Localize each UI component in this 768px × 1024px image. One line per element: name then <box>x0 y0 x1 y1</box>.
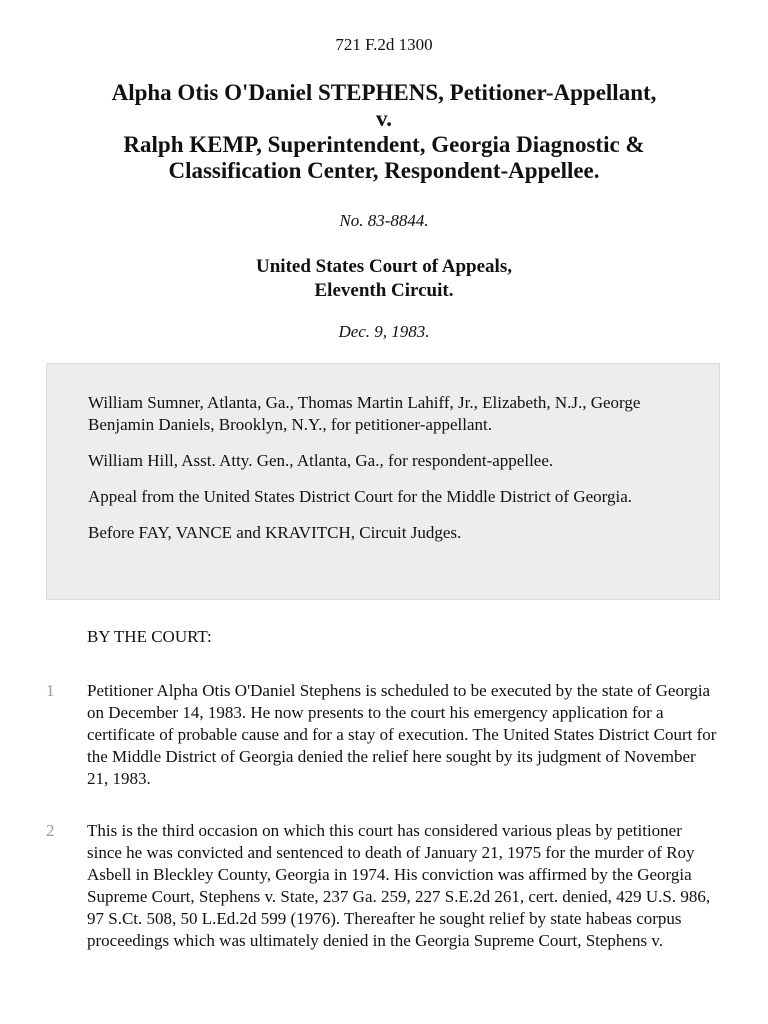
case-title-line: Alpha Otis O'Daniel STEPHENS, Petitioner-Appellant, <box>111 80 657 105</box>
decision-date: Dec. 9, 1983. <box>338 322 430 341</box>
court-name-line: United States Court of Appeals, <box>256 256 512 277</box>
docket-number: No. 83-8844. <box>339 211 429 230</box>
court-name-line: Eleventh Circuit. <box>314 280 454 301</box>
counsel-respondent: William Hill, Asst. Atty. Gen., Atlanta, Ga., for respondent-appellee. <box>88 451 554 470</box>
by-the-court-heading: BY THE COURT: <box>87 627 212 646</box>
case-citation: 721 F.2d 1300 <box>335 35 433 54</box>
case-title <box>40 80 728 184</box>
paragraph-text: Petitioner Alpha Otis O'Daniel Stephens is scheduled to be executed by the state of Georgia on December 14, 1983. He now presents to the court his emergency application for a certificate of probable cause and for a stay of execution. The United States District Court for the Middle District of Georgia denied the relief here sought by its judgment of November 21, 1983. <box>87 681 717 788</box>
case-title-line: Ralph KEMP, Superintendent, Georgia Diagnostic & <box>123 132 645 157</box>
paragraph-number: 1 <box>46 681 55 700</box>
case-title-line: v. <box>376 106 392 131</box>
judges-panel: Before FAY, VANCE and KRAVITCH, Circuit Judges. <box>88 523 462 542</box>
counsel-petitioner: William Sumner, Atlanta, Ga., Thomas Martin Lahiff, Jr., Elizabeth, N.J., George Benjamin Daniels, Brooklyn, N.Y., for petitioner-appellant. <box>88 393 641 434</box>
paragraph-number: 2 <box>46 821 55 840</box>
court-name <box>0 255 768 303</box>
paragraph-text: This is the third occasion on which this court has considered various pleas by petitioner since he was convicted and sentenced to death of January 21, 1975 for the murder of Roy Asbell in Bleckley County, Georgia in 1974. His conviction was affirmed by the Georgia Supreme Court, Stephens v. State, 237 Ga. 259, 227 S.E.2d 261, cert. denied, 429 U.S. 986, 97 S.Ct. 508, 50 L.Ed.2d 599 (1976). Thereafter he sought relief by state habeas corpus proceedings which was ultimately denied in the Georgia Supreme Court, Stephens v. <box>87 821 711 950</box>
case-title-line: Classification Center, Respondent-Appellee. <box>168 158 600 183</box>
case-info-box <box>46 363 720 600</box>
appeal-from: Appeal from the United States District Court for the Middle District of Georgia. <box>88 487 633 506</box>
